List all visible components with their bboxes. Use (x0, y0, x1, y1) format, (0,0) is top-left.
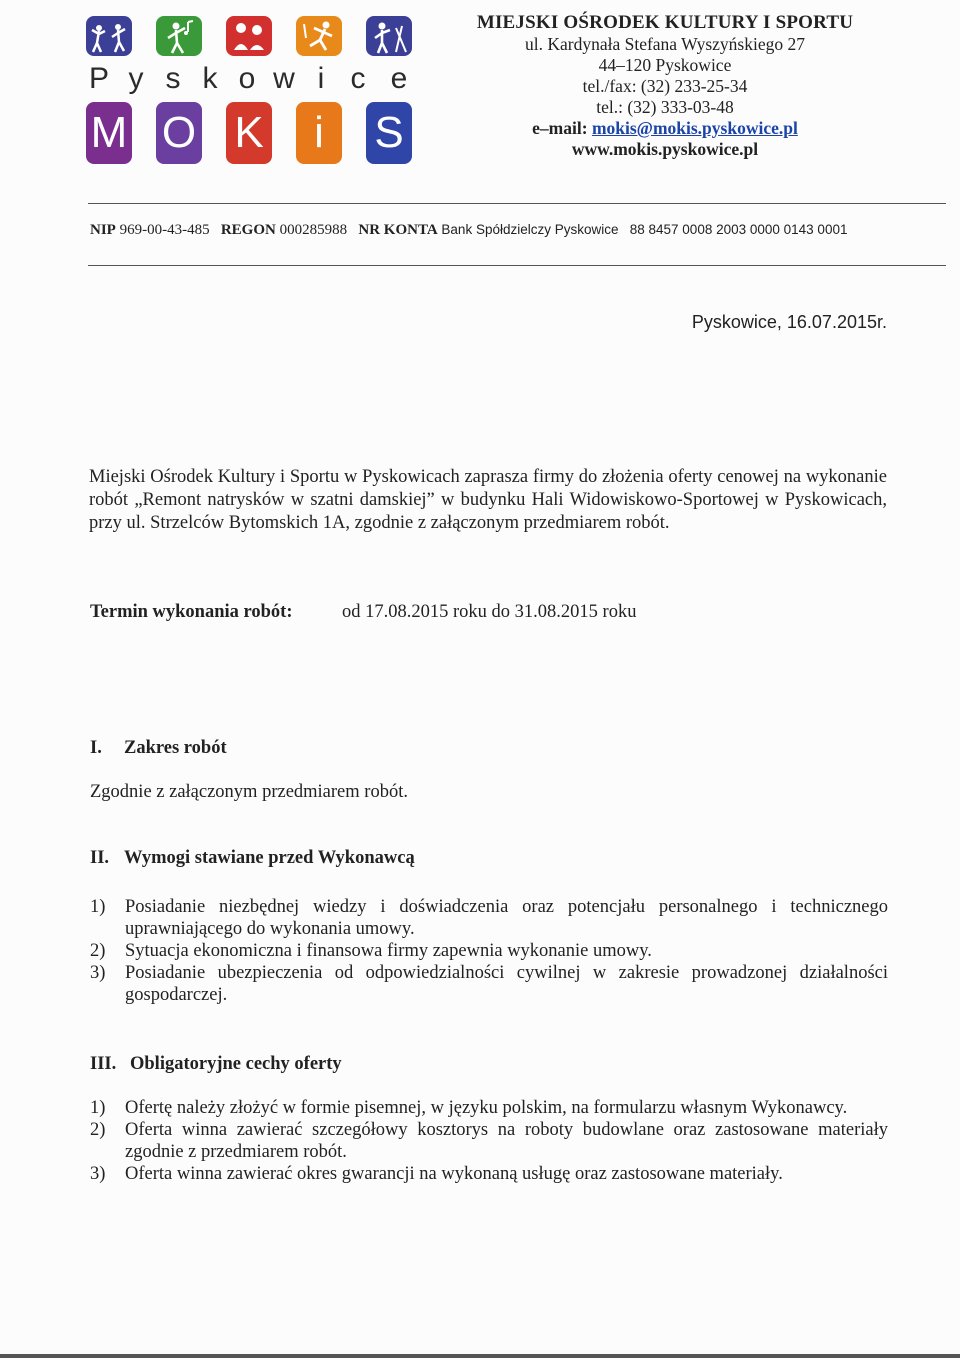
email-label: e–mail: (532, 118, 588, 138)
organization-name: MIEJSKI OŚRODEK KULTURY I SPORTU (476, 12, 854, 33)
organization-header (430, 12, 900, 160)
logo-tile-dancers (86, 16, 132, 56)
email-line (430, 118, 900, 139)
section-2-title: Wymogi stawiane przed Wykonawcą (124, 848, 415, 868)
list-item (90, 896, 888, 940)
theatre-icon (226, 16, 272, 56)
logo-tile-k (226, 102, 272, 164)
header-divider-top (88, 203, 946, 204)
logo-wordmark-letter: y (128, 62, 144, 95)
logo-letter-s: S (374, 108, 404, 157)
list-item-text: Oferta winna zawierać okres gwarancji na wykonaną usługę oraz zastosowane materiały. (125, 1164, 783, 1184)
section-3-title: Obligatoryjne cechy oferty (130, 1054, 342, 1074)
section-1-heading (90, 738, 227, 759)
work-term-value: od 17.08.2015 roku do 31.08.2015 roku (342, 602, 637, 622)
logo-wordmark-letter: w (273, 62, 295, 95)
email-link[interactable]: mokis@mokis.pyskowice.pl (591, 118, 798, 138)
nip-label: NIP (90, 222, 116, 238)
bank-name: Bank Spółdzielczy Pyskowice (441, 222, 619, 237)
logo-tile-i (296, 102, 342, 164)
list-item (90, 1119, 888, 1163)
work-term-label: Termin wykonania robót: (90, 602, 293, 622)
logo-wordmark-letter: o (238, 62, 256, 95)
account-label: NR KONTA (358, 222, 438, 238)
logo-letter-i: i (314, 108, 324, 157)
list-item-number: 3) (90, 963, 106, 983)
logo-letter-o: O (161, 108, 197, 157)
section-3-number: III. (90, 1054, 117, 1074)
street-address: ul. Kardynała Stefana Wyszyńskiego 27 (524, 34, 805, 54)
document-date: Pyskowice, 16.07.2015r. (691, 312, 887, 332)
painter-icon (366, 16, 412, 56)
list-item-number: 2) (90, 941, 106, 961)
logo-wordmark (86, 60, 418, 98)
website-link[interactable]: www.mokis.pyskowice.pl (571, 139, 759, 159)
logo-wordmark-letter: P (88, 62, 109, 95)
nip-value: 969-00-43-485 (119, 222, 210, 238)
section-1-number: I. (90, 738, 102, 758)
logo-wordmark-letter: e (390, 62, 408, 95)
tax-bank-line (90, 222, 950, 239)
list-item-number: 2) (90, 1120, 106, 1140)
logo-tile-theatre (226, 16, 272, 56)
mokis-logo (86, 16, 418, 166)
logo-tile-music (156, 16, 202, 56)
dancers-icon (86, 16, 132, 56)
logo-tile-sport (296, 16, 342, 56)
section-2-number: II. (90, 848, 110, 868)
list-item-number: 3) (90, 1164, 106, 1184)
logo-letter-m: M (90, 108, 128, 157)
logo-letter-k: K (234, 108, 264, 157)
section-1-text: Zgodnie z załączonym przedmiarem robót. (90, 782, 408, 802)
logo-tile-s (366, 102, 412, 164)
logo-tile-m (86, 102, 132, 164)
section-3-list (90, 1097, 888, 1185)
section-1-title: Zakres robót (124, 738, 227, 758)
account-number: 88 8457 0008 2003 0000 0143 0001 (629, 222, 848, 237)
section-3-heading (90, 1054, 342, 1075)
list-item-text: Oferta winna zawierać szczegółowy kosztorys na roboty budowlane oraz zastosowane materiały zgodnie z przedmiarem robót. (125, 1120, 888, 1162)
phone: tel.: (32) 333-03-48 (596, 97, 734, 117)
work-term (90, 602, 637, 623)
logo-tile-art (366, 16, 412, 56)
list-item-text: Ofertę należy złożyć w formie pisemnej, w języku polskim, na formularzu własnym Wykonawcy. (125, 1098, 848, 1118)
logo-wordmark-letter: s (165, 62, 181, 95)
sport-icon (296, 16, 342, 56)
list-item-text: Sytuacja ekonomiczna i finansowa firmy zapewnia wykonanie umowy. (125, 941, 652, 961)
city-address: 44–120 Pyskowice (598, 55, 732, 75)
intro-paragraph: Miejski Ośrodek Kultury i Sportu w Pyskowicach zaprasza firmy do złożenia oferty cenowej na wykonanie robót „Remont natrysków w szatni damskiej” w budynku Hali Widowiskowo-Sportowej w Pyskowicach, przy ul. Strzelców Bytomskich 1A, zgodnie z załączonym przedmiarem robót. (89, 467, 887, 533)
list-item-number: 1) (90, 897, 106, 917)
logo-tile-o (156, 102, 202, 164)
section-2-list (90, 896, 888, 1006)
list-item-text: Posiadanie niezbędnej wiedzy i doświadczenia oraz potencjału personalnego i technicznego uprawniającego do wykonania umowy. (125, 897, 888, 939)
section-2-heading (90, 848, 415, 869)
logo-wordmark-letter: c (350, 62, 366, 95)
list-item (90, 1097, 888, 1119)
scan-bottom-edge (0, 1354, 960, 1358)
header-divider-bottom (88, 265, 946, 266)
logo-wordmark-letter: i (317, 62, 325, 95)
phone-fax: tel./fax: (32) 233-25-34 (582, 76, 748, 96)
list-item (90, 962, 888, 1006)
regon-label: REGON (220, 222, 276, 238)
list-item-text: Posiadanie ubezpieczenia od odpowiedzialności cywilnej w zakresie prowadzonej działalności gospodarczej. (125, 963, 888, 1005)
list-item (90, 1163, 888, 1185)
regon-value: 000285988 (279, 222, 348, 238)
list-item (90, 940, 888, 962)
logo-wordmark-letter: k (202, 62, 218, 95)
musician-icon (156, 16, 202, 56)
list-item-number: 1) (90, 1098, 106, 1118)
